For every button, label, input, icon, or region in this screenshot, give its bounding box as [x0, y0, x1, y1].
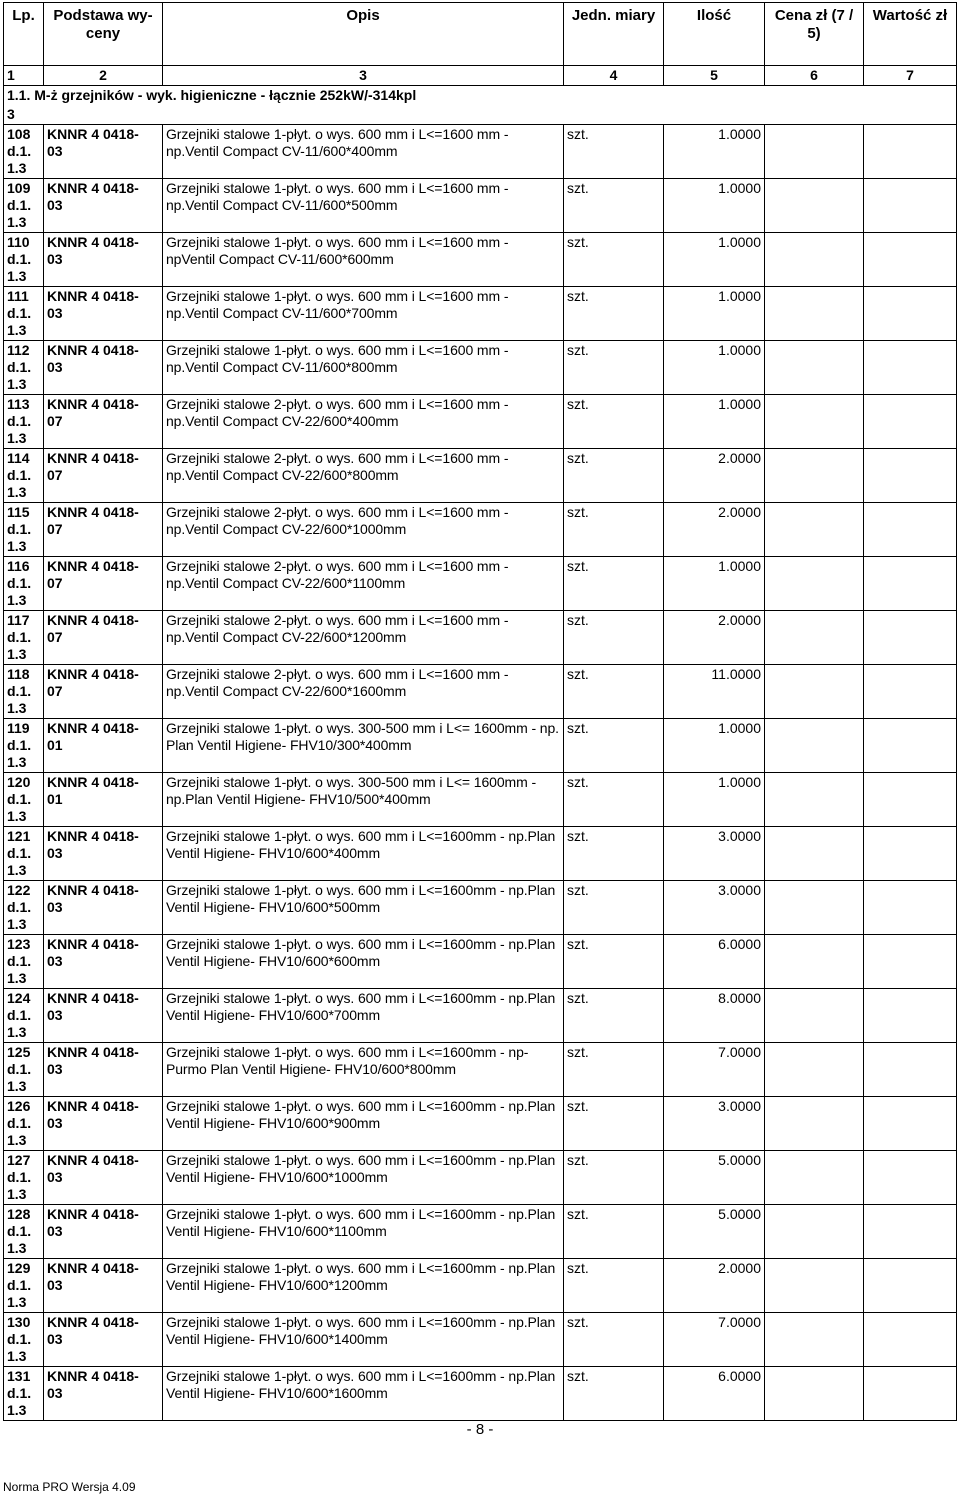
row-price: [765, 1097, 864, 1151]
row-description: Grzejniki stalowe 1-płyt. o wys. 600 mm i L<=1600mm - np.Plan Ventil Higiene- FHV10/600*400mm: [163, 827, 564, 881]
row-basis-prefix: KNNR 4 0418-: [47, 396, 139, 412]
row-price: [765, 287, 864, 341]
row-price: [765, 1259, 864, 1313]
column-number: 7: [864, 66, 957, 86]
row-basis-code: 03: [47, 1277, 63, 1293]
row-description: Grzejniki stalowe 2-płyt. o wys. 600 mm i L<=1600 mm - np.Ventil Compact CV-22/600*1200mm: [163, 611, 564, 665]
row-basis-code: 07: [47, 413, 63, 429]
row-unit: szt.: [564, 1367, 664, 1421]
row-lp: 121 d.1. 1.3: [4, 827, 44, 881]
row-basis-prefix: KNNR 4 0418-: [47, 450, 139, 466]
row-quantity: 2.0000: [664, 1259, 765, 1313]
row-price: [765, 827, 864, 881]
row-price: [765, 989, 864, 1043]
row-description: Grzejniki stalowe 1-płyt. o wys. 600 mm i L<=1600mm - np.Plan Ventil Higiene- FHV10/600*1600mm: [163, 1367, 564, 1421]
table-row: [4, 611, 957, 665]
row-unit: szt.: [564, 557, 664, 611]
row-basis: [44, 1313, 163, 1367]
row-value: [864, 935, 957, 989]
row-basis: [44, 719, 163, 773]
column-number: 6: [765, 66, 864, 86]
table-row: [4, 665, 957, 719]
row-description: Grzejniki stalowe 2-płyt. o wys. 600 mm i L<=1600 mm - np.Ventil Compact CV-22/600*1600mm: [163, 665, 564, 719]
row-description: Grzejniki stalowe 1-płyt. o wys. 600 mm i L<=1600 mm - np.Ventil Compact CV-11/600*500mm: [163, 179, 564, 233]
row-unit: szt.: [564, 827, 664, 881]
row-basis-prefix: KNNR 4 0418-: [47, 126, 139, 142]
row-description: Grzejniki stalowe 1-płyt. o wys. 600 mm i L<=1600mm - np.Plan Ventil Higiene- FHV10/600*900mm: [163, 1097, 564, 1151]
row-price: [765, 665, 864, 719]
column-number-row: [4, 66, 957, 86]
row-price: [765, 1313, 864, 1367]
row-basis-prefix: KNNR 4 0418-: [47, 720, 139, 736]
row-unit: szt.: [564, 449, 664, 503]
row-value: [864, 665, 957, 719]
row-basis-prefix: KNNR 4 0418-: [47, 936, 139, 952]
row-quantity: 1.0000: [664, 179, 765, 233]
row-description: Grzejniki stalowe 1-płyt. o wys. 600 mm i L<=1600mm - np.Plan Ventil Higiene- FHV10/600*1000mm: [163, 1151, 564, 1205]
row-value: [864, 125, 957, 179]
row-unit: szt.: [564, 719, 664, 773]
row-unit: szt.: [564, 935, 664, 989]
row-basis-prefix: KNNR 4 0418-: [47, 288, 139, 304]
table-row: [4, 719, 957, 773]
row-basis: [44, 1097, 163, 1151]
row-lp: 109 d.1. 1.3: [4, 179, 44, 233]
row-quantity: 1.0000: [664, 773, 765, 827]
row-basis-code: 03: [47, 953, 63, 969]
row-basis-prefix: KNNR 4 0418-: [47, 990, 139, 1006]
row-basis-prefix: KNNR 4 0418-: [47, 1044, 139, 1060]
row-description: Grzejniki stalowe 1-płyt. o wys. 600 mm i L<=1600mm - np.Plan Ventil Higiene- FHV10/600*700mm: [163, 989, 564, 1043]
row-description: Grzejniki stalowe 1-płyt. o wys. 600 mm i L<=1600mm - np- Purmo Plan Ventil Higiene- FHV10/600*800mm: [163, 1043, 564, 1097]
row-value: [864, 449, 957, 503]
row-basis: [44, 1367, 163, 1421]
row-quantity: 1.0000: [664, 557, 765, 611]
row-basis-prefix: KNNR 4 0418-: [47, 504, 139, 520]
row-description: Grzejniki stalowe 1-płyt. o wys. 600 mm i L<=1600 mm - np.Ventil Compact CV-11/600*400mm: [163, 125, 564, 179]
row-description: Grzejniki stalowe 2-płyt. o wys. 600 mm i L<=1600 mm - np.Ventil Compact CV-22/600*800mm: [163, 449, 564, 503]
row-value: [864, 611, 957, 665]
row-price: [765, 503, 864, 557]
table-row: [4, 125, 957, 179]
row-basis-code: 03: [47, 143, 63, 159]
row-basis: [44, 881, 163, 935]
row-basis-prefix: KNNR 4 0418-: [47, 180, 139, 196]
row-value: [864, 1259, 957, 1313]
row-description: Grzejniki stalowe 1-płyt. o wys. 600 mm i L<=1600mm - np.Plan Ventil Higiene- FHV10/600*1400mm: [163, 1313, 564, 1367]
row-basis: [44, 341, 163, 395]
row-price: [765, 341, 864, 395]
row-description: Grzejniki stalowe 1-płyt. o wys. 600 mm i L<=1600mm - np.Plan Ventil Higiene- FHV10/600*500mm: [163, 881, 564, 935]
row-value: [864, 881, 957, 935]
row-basis-code: 03: [47, 197, 63, 213]
row-basis: [44, 989, 163, 1043]
row-unit: szt.: [564, 881, 664, 935]
row-unit: szt.: [564, 1259, 664, 1313]
row-quantity: 5.0000: [664, 1151, 765, 1205]
row-basis: [44, 449, 163, 503]
table-row: [4, 935, 957, 989]
row-quantity: 2.0000: [664, 503, 765, 557]
table-row: [4, 1151, 957, 1205]
row-description: Grzejniki stalowe 2-płyt. o wys. 600 mm i L<=1600 mm - np.Ventil Compact CV-22/600*400mm: [163, 395, 564, 449]
row-price: [765, 611, 864, 665]
row-description: Grzejniki stalowe 1-płyt. o wys. 300-500 mm i L<= 1600mm - np.Plan Ventil Higiene- FHV10/500*400mm: [163, 773, 564, 827]
row-price: [765, 179, 864, 233]
table-row: [4, 989, 957, 1043]
row-basis: [44, 935, 163, 989]
row-basis-prefix: KNNR 4 0418-: [47, 774, 139, 790]
row-value: [864, 1043, 957, 1097]
row-basis-code: 03: [47, 251, 63, 267]
row-basis: [44, 611, 163, 665]
row-unit: szt.: [564, 665, 664, 719]
row-value: [864, 1205, 957, 1259]
row-lp: 119 d.1. 1.3: [4, 719, 44, 773]
column-number: 2: [44, 66, 163, 86]
row-basis: [44, 179, 163, 233]
row-quantity: 8.0000: [664, 989, 765, 1043]
row-quantity: 2.0000: [664, 611, 765, 665]
row-lp: 131 d.1. 1.3: [4, 1367, 44, 1421]
row-basis-code: 07: [47, 683, 63, 699]
row-basis-code: 03: [47, 845, 63, 861]
table-row: [4, 503, 957, 557]
table-row: [4, 1313, 957, 1367]
row-value: [864, 287, 957, 341]
row-quantity: 3.0000: [664, 827, 765, 881]
row-unit: szt.: [564, 341, 664, 395]
table-row: [4, 179, 957, 233]
header-lp: Lp.: [4, 3, 44, 66]
table-row: [4, 287, 957, 341]
row-basis: [44, 1259, 163, 1313]
table-row: [4, 1043, 957, 1097]
row-description: Grzejniki stalowe 2-płyt. o wys. 600 mm i L<=1600 mm - np.Ventil Compact CV-22/600*1000mm: [163, 503, 564, 557]
row-basis-code: 07: [47, 467, 63, 483]
row-basis: [44, 665, 163, 719]
table-row: [4, 341, 957, 395]
row-quantity: 7.0000: [664, 1313, 765, 1367]
row-unit: szt.: [564, 1043, 664, 1097]
row-basis-code: 01: [47, 737, 63, 753]
row-basis-prefix: KNNR 4 0418-: [47, 1314, 139, 1330]
row-value: [864, 395, 957, 449]
row-basis: [44, 233, 163, 287]
row-price: [765, 125, 864, 179]
row-unit: szt.: [564, 989, 664, 1043]
row-price: [765, 395, 864, 449]
table-row: [4, 233, 957, 287]
row-basis-code: 03: [47, 1061, 63, 1077]
row-basis-prefix: KNNR 4 0418-: [47, 828, 139, 844]
row-basis-prefix: KNNR 4 0418-: [47, 558, 139, 574]
row-lp: 127 d.1. 1.3: [4, 1151, 44, 1205]
header-quantity: Ilość: [664, 3, 765, 66]
row-basis-code: 03: [47, 1115, 63, 1131]
row-unit: szt.: [564, 1205, 664, 1259]
row-basis: [44, 1151, 163, 1205]
row-price: [765, 1043, 864, 1097]
row-value: [864, 179, 957, 233]
row-price: [765, 557, 864, 611]
row-value: [864, 773, 957, 827]
table-row: [4, 449, 957, 503]
row-basis-code: 03: [47, 1331, 63, 1347]
row-value: [864, 341, 957, 395]
row-basis: [44, 827, 163, 881]
row-basis: [44, 287, 163, 341]
row-quantity: 1.0000: [664, 341, 765, 395]
row-lp: 116 d.1. 1.3: [4, 557, 44, 611]
section-cell: [4, 86, 957, 125]
row-description: Grzejniki stalowe 2-płyt. o wys. 600 mm i L<=1600 mm - np.Ventil Compact CV-22/600*1100mm: [163, 557, 564, 611]
row-lp: 117 d.1. 1.3: [4, 611, 44, 665]
row-value: [864, 989, 957, 1043]
row-basis: [44, 1205, 163, 1259]
row-basis-prefix: KNNR 4 0418-: [47, 1368, 139, 1384]
row-unit: szt.: [564, 179, 664, 233]
row-unit: szt.: [564, 773, 664, 827]
cost-estimate-table: [3, 2, 957, 1421]
row-lp: 111 d.1. 1.3: [4, 287, 44, 341]
header-row: [4, 3, 957, 66]
row-basis-code: 03: [47, 359, 63, 375]
row-unit: szt.: [564, 611, 664, 665]
row-unit: szt.: [564, 287, 664, 341]
row-quantity: 6.0000: [664, 1367, 765, 1421]
row-description: Grzejniki stalowe 1-płyt. o wys. 600 mm i L<=1600 mm - np.Ventil Compact CV-11/600*800mm: [163, 341, 564, 395]
row-price: [765, 449, 864, 503]
row-lp: 129 d.1. 1.3: [4, 1259, 44, 1313]
row-quantity: 1.0000: [664, 719, 765, 773]
row-lp: 124 d.1. 1.3: [4, 989, 44, 1043]
header-basis: Podstawa wy-ceny: [44, 3, 163, 66]
row-price: [765, 1205, 864, 1259]
row-description: Grzejniki stalowe 1-płyt. o wys. 600 mm i L<=1600mm - np.Plan Ventil Higiene- FHV10/600*1200mm: [163, 1259, 564, 1313]
table-row: [4, 827, 957, 881]
row-value: [864, 503, 957, 557]
row-description: Grzejniki stalowe 1-płyt. o wys. 300-500 mm i L<= 1600mm - np. Plan Ventil Higiene- FHV10/300*400mm: [163, 719, 564, 773]
row-unit: szt.: [564, 503, 664, 557]
row-basis-code: 07: [47, 629, 63, 645]
row-value: [864, 1367, 957, 1421]
row-lp: 126 d.1. 1.3: [4, 1097, 44, 1151]
header-description: Opis: [163, 3, 564, 66]
row-quantity: 1.0000: [664, 395, 765, 449]
row-basis-prefix: KNNR 4 0418-: [47, 342, 139, 358]
row-lp: 123 d.1. 1.3: [4, 935, 44, 989]
row-price: [765, 881, 864, 935]
table-row: [4, 773, 957, 827]
row-unit: szt.: [564, 1097, 664, 1151]
row-basis-prefix: KNNR 4 0418-: [47, 234, 139, 250]
table-row: [4, 1097, 957, 1151]
row-unit: szt.: [564, 233, 664, 287]
software-footer: Norma PRO Wersja 4.09: [3, 1480, 136, 1494]
row-basis: [44, 557, 163, 611]
row-lp: 110 d.1. 1.3: [4, 233, 44, 287]
row-lp: 130 d.1. 1.3: [4, 1313, 44, 1367]
row-basis-prefix: KNNR 4 0418-: [47, 882, 139, 898]
row-description: Grzejniki stalowe 1-płyt. o wys. 600 mm i L<=1600 mm - np.Ventil Compact CV-11/600*700mm: [163, 287, 564, 341]
row-price: [765, 233, 864, 287]
row-basis: [44, 773, 163, 827]
table-row: [4, 1259, 957, 1313]
row-lp: 113 d.1. 1.3: [4, 395, 44, 449]
row-lp: 128 d.1. 1.3: [4, 1205, 44, 1259]
row-basis-code: 03: [47, 1385, 63, 1401]
row-price: [765, 1367, 864, 1421]
row-basis-code: 07: [47, 575, 63, 591]
row-basis-code: 03: [47, 899, 63, 915]
row-basis-prefix: KNNR 4 0418-: [47, 1260, 139, 1276]
column-number: 1: [4, 66, 44, 86]
table-row: [4, 881, 957, 935]
row-unit: szt.: [564, 395, 664, 449]
column-number: 5: [664, 66, 765, 86]
row-value: [864, 719, 957, 773]
row-basis-code: 03: [47, 1007, 63, 1023]
row-lp: 122 d.1. 1.3: [4, 881, 44, 935]
table-row: [4, 1205, 957, 1259]
row-quantity: 1.0000: [664, 287, 765, 341]
header-unit: Jedn. miary: [564, 3, 664, 66]
row-price: [765, 773, 864, 827]
row-lp: 125 d.1. 1.3: [4, 1043, 44, 1097]
row-quantity: 2.0000: [664, 449, 765, 503]
row-quantity: 1.0000: [664, 125, 765, 179]
row-basis-code: 07: [47, 521, 63, 537]
row-description: Grzejniki stalowe 1-płyt. o wys. 600 mm i L<=1600mm - np.Plan Ventil Higiene- FHV10/600*600mm: [163, 935, 564, 989]
row-value: [864, 557, 957, 611]
row-price: [765, 719, 864, 773]
page-number: - 8 -: [466, 1421, 494, 1438]
row-lp: 108 d.1. 1.3: [4, 125, 44, 179]
header-value: Wartość zł: [864, 3, 957, 66]
row-basis-prefix: KNNR 4 0418-: [47, 666, 139, 682]
row-basis-code: 01: [47, 791, 63, 807]
section-title: 1.1. M-ż grzejników - wyk. higieniczne - łącznie 252kW/-314kpl: [7, 87, 417, 103]
row-unit: szt.: [564, 125, 664, 179]
row-value: [864, 1097, 957, 1151]
row-lp: 115 d.1. 1.3: [4, 503, 44, 557]
row-basis-code: 03: [47, 1223, 63, 1239]
row-quantity: 11.0000: [664, 665, 765, 719]
row-value: [864, 827, 957, 881]
row-value: [864, 1313, 957, 1367]
row-basis: [44, 503, 163, 557]
section-row: [4, 86, 957, 125]
row-lp: 120 d.1. 1.3: [4, 773, 44, 827]
table-row: [4, 395, 957, 449]
table-row: [4, 557, 957, 611]
row-basis-prefix: KNNR 4 0418-: [47, 612, 139, 628]
row-value: [864, 233, 957, 287]
section-number: 3: [7, 106, 15, 122]
row-price: [765, 935, 864, 989]
row-basis: [44, 395, 163, 449]
row-unit: szt.: [564, 1151, 664, 1205]
row-basis: [44, 125, 163, 179]
row-quantity: 6.0000: [664, 935, 765, 989]
row-unit: szt.: [564, 1313, 664, 1367]
row-description: Grzejniki stalowe 1-płyt. o wys. 600 mm i L<=1600mm - np.Plan Ventil Higiene- FHV10/600*1100mm: [163, 1205, 564, 1259]
table-row: [4, 1367, 957, 1421]
row-description: Grzejniki stalowe 1-płyt. o wys. 600 mm i L<=1600 mm - npVentil Compact CV-11/600*600mm: [163, 233, 564, 287]
row-basis-prefix: KNNR 4 0418-: [47, 1152, 139, 1168]
row-quantity: 5.0000: [664, 1205, 765, 1259]
row-quantity: 3.0000: [664, 1097, 765, 1151]
row-lp: 114 d.1. 1.3: [4, 449, 44, 503]
column-number: 4: [564, 66, 664, 86]
row-lp: 112 d.1. 1.3: [4, 341, 44, 395]
row-price: [765, 1151, 864, 1205]
row-basis: [44, 1043, 163, 1097]
row-quantity: 7.0000: [664, 1043, 765, 1097]
column-number: 3: [163, 66, 564, 86]
header-price: Cena zł (7 / 5): [765, 3, 864, 66]
row-basis-code: 03: [47, 305, 63, 321]
row-quantity: 3.0000: [664, 881, 765, 935]
row-value: [864, 1151, 957, 1205]
row-lp: 118 d.1. 1.3: [4, 665, 44, 719]
row-basis-prefix: KNNR 4 0418-: [47, 1098, 139, 1114]
row-basis-prefix: KNNR 4 0418-: [47, 1206, 139, 1222]
row-quantity: 1.0000: [664, 233, 765, 287]
row-basis-code: 03: [47, 1169, 63, 1185]
